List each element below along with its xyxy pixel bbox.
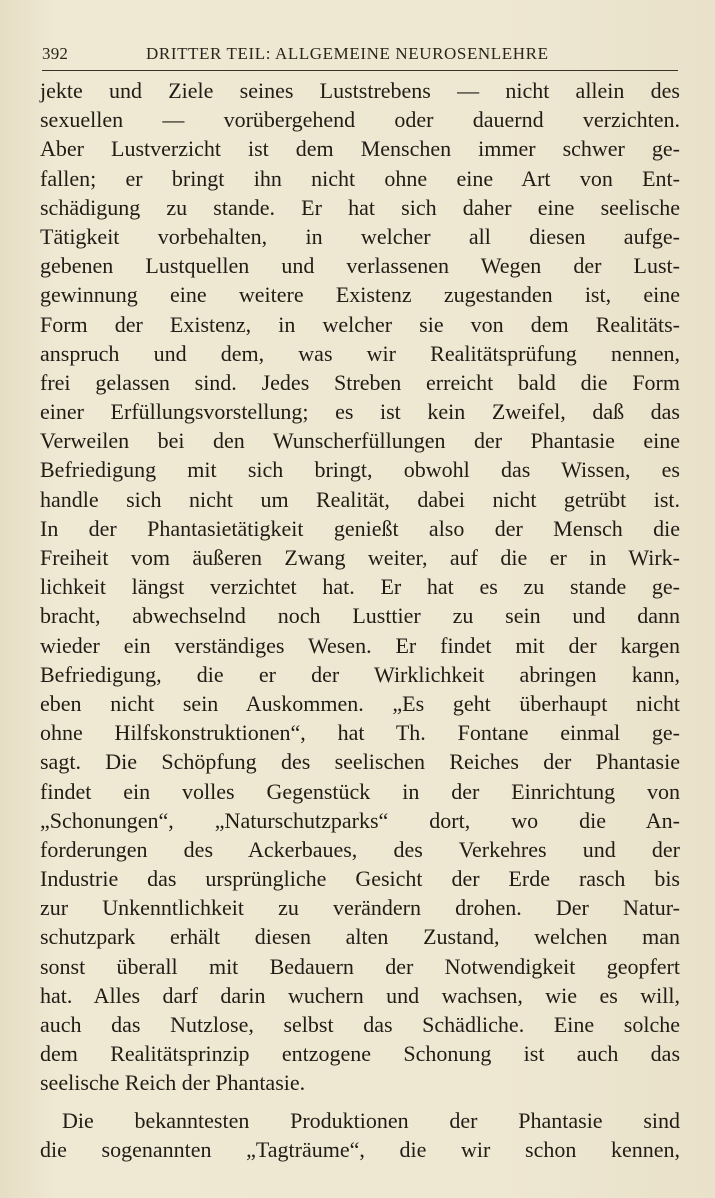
text-line: sagt. Die Schöpfung des seelischen Reiches der Phantasie (40, 749, 680, 775)
text-line: seelische Reich der Phantasie. (40, 1070, 306, 1096)
text-line: handle sich nicht um Realität, dabei nicht getrübt ist. (40, 486, 680, 512)
text-line: einer Erfüllungsvorstellung; es ist kein Zweifel, daß das (40, 399, 680, 425)
text-line: bracht, abwechselnd noch Lusttier zu sein und dann (40, 603, 680, 629)
text-line: lichkeit längst verzichtet hat. Er hat es zu stande ge- (40, 574, 680, 600)
text-line: hat. Alles darf darin wuchern und wachsen, wie es will, (40, 982, 680, 1008)
body-text (40, 76, 680, 1164)
paragraph-gap (40, 1098, 680, 1106)
text-line: eben nicht sein Auskommen. „Es geht überhaupt nicht (40, 690, 680, 716)
text-line: wieder ein verständiges Wesen. Er findet mit der kargen (40, 632, 680, 658)
page-number: 392 (42, 44, 69, 63)
running-head: DRITTER TEIL: ALLGEMEINE NEUROSENLEHRE (146, 44, 549, 63)
text-line: schädigung zu stande. Er hat sich daher eine seelische (40, 194, 680, 220)
page-header (42, 44, 678, 70)
text-line: Aber Lustverzicht ist dem Menschen immer schwer ge- (40, 136, 680, 162)
text-line: Verweilen bei den Wunscherfüllungen der Phantasie eine (40, 428, 680, 454)
text-line: auch das Nutzlose, selbst das Schädliche. Eine solche (40, 1012, 680, 1037)
text-line: gebenen Lustquellen und verlassenen Wegen der Lust- (40, 253, 680, 279)
text-line: sexuellen — vorübergehend oder dauernd verzichten. (40, 107, 680, 133)
text-line: Befriedigung mit sich bringt, obwohl das Wissen, es (40, 457, 680, 483)
text-line: gewinnung eine weitere Existenz zugestanden ist, eine (40, 282, 680, 308)
text-line: „Schonungen“, „Naturschutzparks“ dort, wo die An- (40, 807, 680, 833)
text-line: schutzpark erhält diesen alten Zustand, welchen man (40, 924, 680, 950)
text-line: frei gelassen sind. Jedes Streben erreicht bald die Form (40, 369, 680, 395)
text-line: die sogenannten „Tagträume“, die wir schon kennen, (40, 1136, 680, 1162)
text-line: In der Phantasietätigkeit genießt also der Mensch die (40, 515, 680, 541)
text-line: fallen; er bringt ihn nicht ohne eine Art von Ent- (40, 165, 680, 191)
text-line: jekte und Ziele seines Luststrebens — nicht allein des (40, 78, 680, 103)
text-line: Freiheit vom äußeren Zwang weiter, auf die er in Wirk- (40, 545, 680, 570)
text-line: ohne Hilfskonstruktionen“, hat Th. Fontane einmal ge- (40, 720, 680, 746)
text-line: zur Unkenntlichkeit zu verändern drohen. Der Natur- (40, 895, 680, 921)
text-line: findet ein volles Gegenstück in der Einrichtung von (40, 778, 680, 804)
header-rule (42, 70, 678, 71)
text-line: Industrie das ursprüngliche Gesicht der Erde rasch bis (40, 866, 680, 892)
text-line: sonst überall mit Bedauern der Notwendigkeit geopfert (40, 953, 680, 979)
text-line: dem Realitätsprinzip entzogene Schonung ist auch das (40, 1041, 680, 1067)
text-line: Form der Existenz, in welcher sie von dem Realitäts- (40, 311, 680, 337)
text-line: Tätigkeit vorbehalten, in welcher all diesen aufge- (40, 223, 680, 249)
paragraph-1 (40, 76, 680, 1098)
text-line: forderungen des Ackerbaues, des Verkehres und der (40, 836, 680, 862)
text-line: Befriedigung, die er der Wirklichkeit abringen kann, (40, 661, 680, 687)
text-line: anspruch und dem, was wir Realitätsprüfung nennen, (40, 340, 680, 366)
text-line: Die bekanntesten Produktionen der Phantasie sind (62, 1107, 680, 1133)
paragraph-2 (40, 1106, 680, 1164)
